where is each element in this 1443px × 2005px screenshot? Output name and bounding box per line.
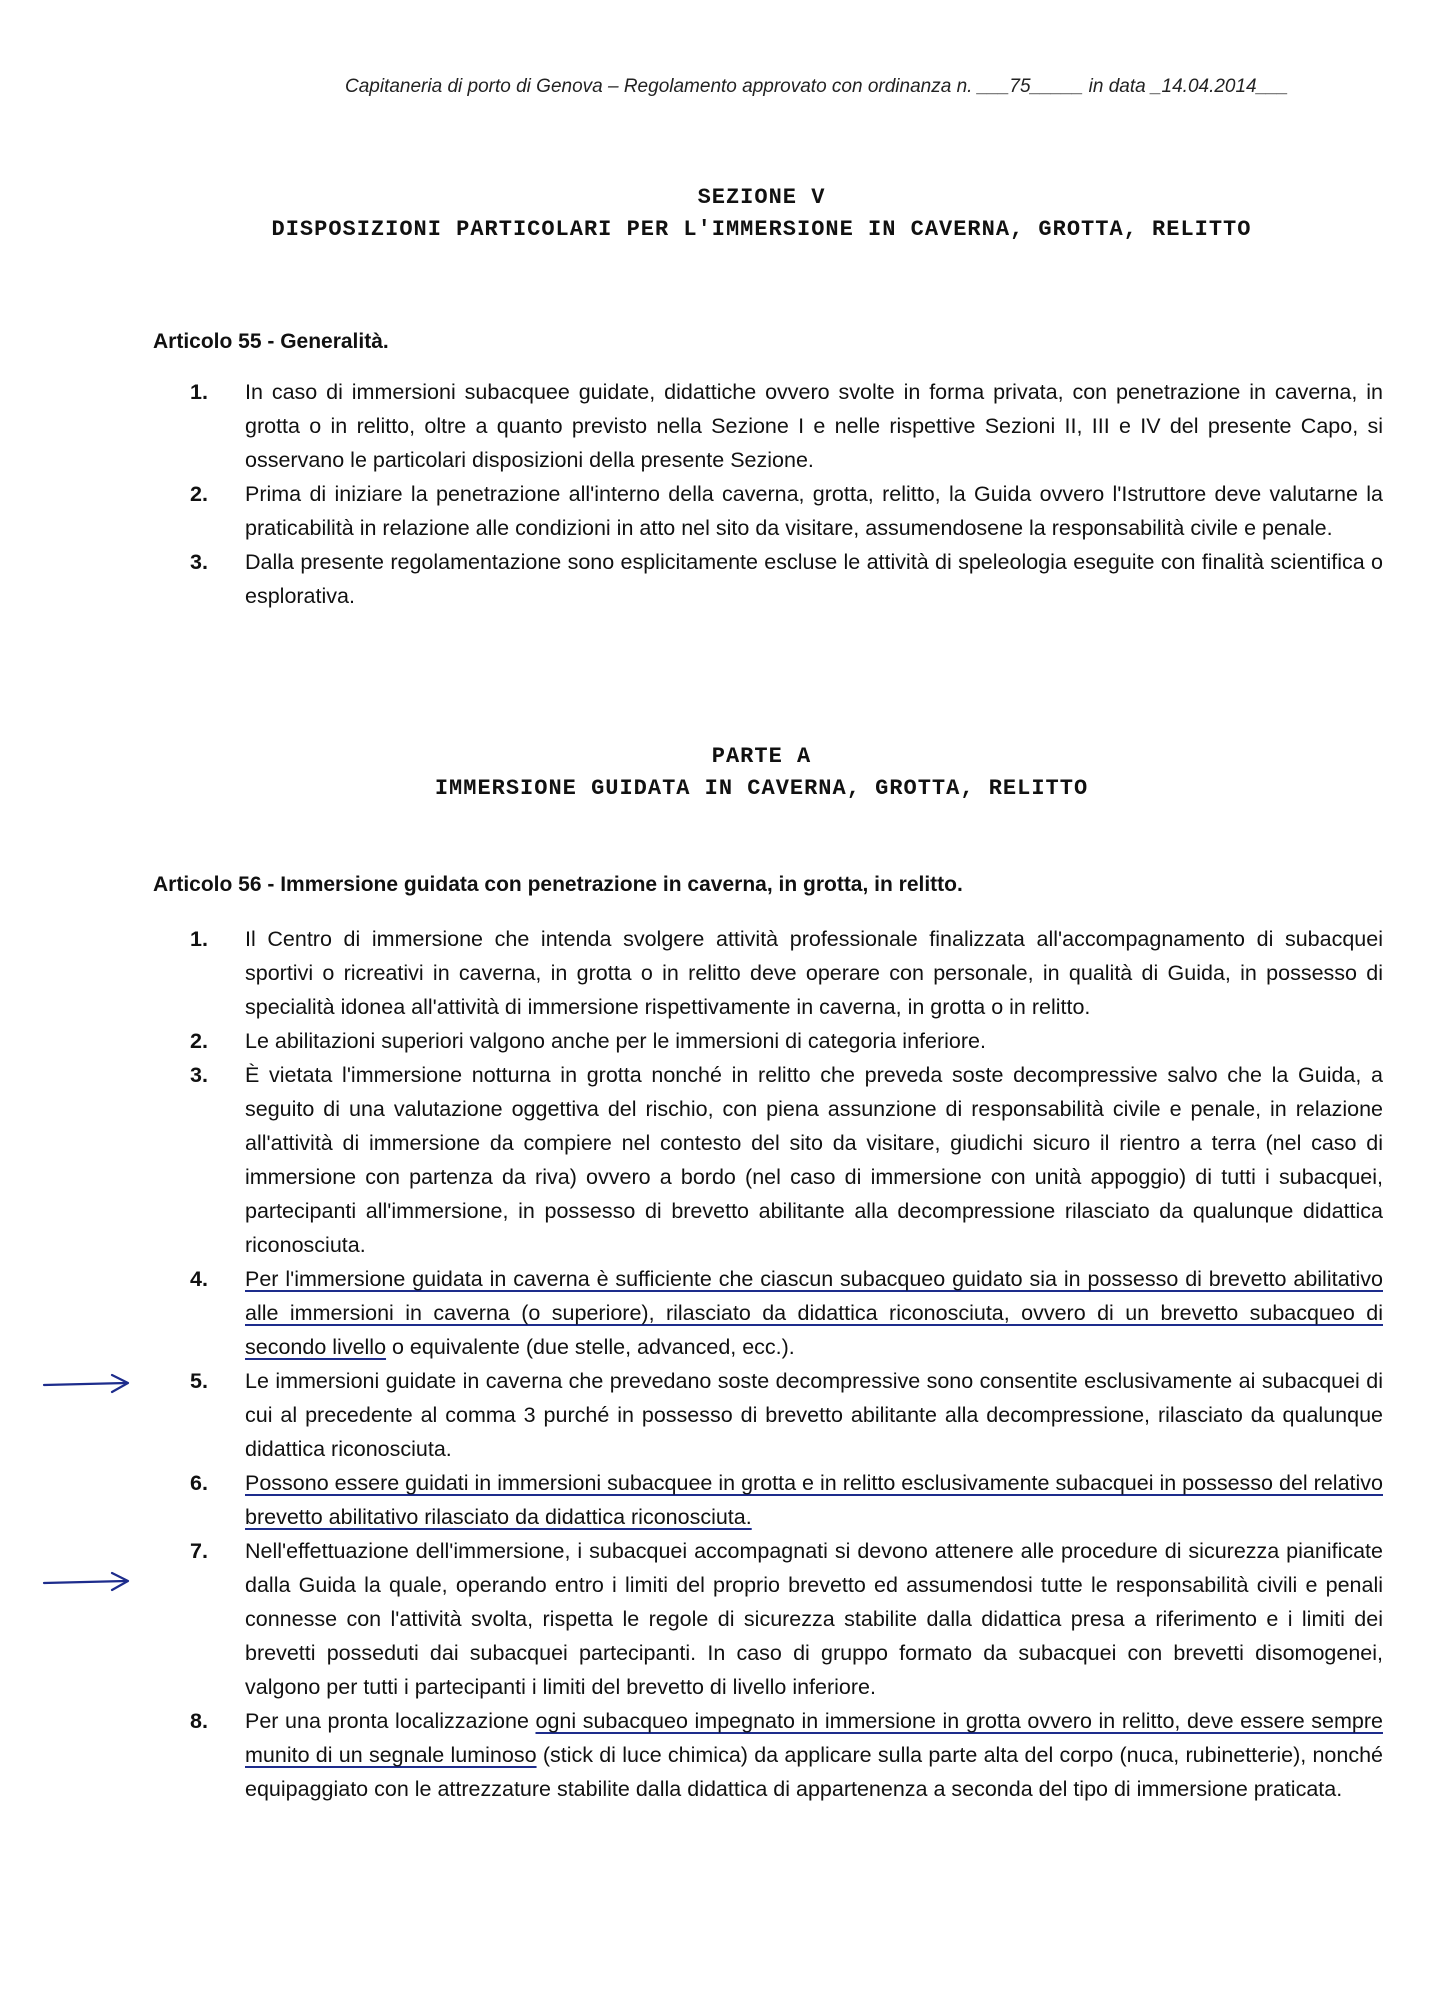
section-subtitle: DISPOSIZIONI PARTICOLARI PER L'IMMERSIONE IN CAVERNA, GROTTA, RELITTO [271, 217, 1252, 242]
clause-text: Il Centro di immersione che intenda svolgere attività professionale finalizzata all'accompagnamento di subacquei sportivi o ricreativi in caverna, in grotta o in relitto deve operare con personale, in qualità di Guida, in possesso di specialità idonea all'attività di immersione rispettivamente in caverna, in grotta o in relitto. [245, 927, 1383, 1019]
clause-text-rest: (stick di luce chimica) da applicare sulla parte alta del corpo (nuca, rubinetterie), nonché equipaggiato con le attrezzature stabilite dalla didattica di appartenenza a seconda del tipo di immersione praticata. [245, 1743, 1383, 1801]
clause-number: 1. [190, 380, 208, 404]
clause-item [153, 1262, 1383, 1364]
clause-text-lead: Per una pronta localizzazione [245, 1709, 536, 1733]
article-56-clauses [153, 922, 1383, 1806]
clause-number: 2. [190, 1029, 208, 1053]
clause-number: 8. [190, 1709, 208, 1733]
clause-text: In caso di immersioni subacquee guidate, didattiche ovvero svolte in forma privata, con penetrazione in caverna, in grotta o in relitto, oltre a quanto previsto nella Sezione I e nelle rispettive Sezioni II, III e IV del presente Capo, si osservano le particolari disposizioni della presente Sezione. [245, 380, 1383, 472]
right-arrow-icon [42, 1570, 134, 1594]
clause-item [153, 1534, 1383, 1704]
highlighted-text: Possono essere guidati in immersioni subacquee in grotta e in relitto esclusivamente subacquei in possesso del relativo brevetto abilitativo rilasciato da didattica riconosciuta. [245, 1471, 1383, 1529]
clause-item [153, 1704, 1383, 1806]
clause-text: È vietata l'immersione notturna in grotta nonché in relitto che preveda soste decompressive salvo che la Guida, a seguito di una valutazione oggettiva del rischio, con piena assunzione di responsabilità civile e penale, in relazione all'attività di immersione da compiere nel contesto del sito da visitare, giudichi sicuro il rientro a terra (nel caso di immersione con partenza da riva) ovvero a bordo (nel caso di immersione con unità appoggio) di tutti i subacquei, partecipanti all'immersione, in possesso di brevetto abilitante alla decompressione rilasciato da qualunque didattica riconosciuta. [245, 1063, 1383, 1257]
section-title: SEZIONE V [697, 185, 826, 210]
clause-item [153, 1058, 1383, 1262]
clause-item [153, 1466, 1383, 1534]
article-55-clauses [153, 375, 1383, 613]
clause-item [153, 477, 1383, 545]
clause-number: 2. [190, 482, 208, 506]
clause-number: 6. [190, 1471, 208, 1495]
part-title: PARTE A [711, 744, 812, 769]
clause-item [153, 1024, 1383, 1058]
clause-text: Prima di iniziare la penetrazione all'interno della caverna, grotta, relitto, la Guida ovvero l'Istruttore deve valutarne la praticabilità in relazione alle condizioni in atto nel sito da visitare, assumendosene la responsabilità civile e penale. [245, 482, 1383, 540]
clause-text-rest: o equivalente (due stelle, advanced, ecc.). [386, 1335, 795, 1359]
clause-item [153, 375, 1383, 477]
clause-number: 3. [190, 1063, 208, 1087]
clause-text [245, 1466, 1383, 1534]
part-subtitle: IMMERSIONE GUIDATA IN CAVERNA, GROTTA, RELITTO [434, 776, 1089, 801]
right-arrow-icon [42, 1372, 134, 1396]
highlighted-text: ogni subacqueo impegnato in immersione in grotta ovvero in relitto, deve essere sempre munito di un segnale luminoso [245, 1709, 1383, 1767]
clause-number: 5. [190, 1369, 208, 1393]
clause-text: Dalla presente regolamentazione sono esplicitamente escluse le attività di speleologia eseguite con finalità scientifica o esplorativa. [245, 550, 1383, 608]
highlighted-text: Per l'immersione guidata in caverna è sufficiente che ciascun subacqueo guidato sia in possesso di brevetto abilitativo alle immersioni in caverna (o superiore), rilasciato da didattica riconosciuta, ovvero di un brevetto subacqueo di secondo livello [245, 1267, 1383, 1359]
running-header: Capitaneria di porto di Genova – Regolamento approvato con ordinanza n. ___75_____ in data _14.04.2014___ [345, 76, 1289, 97]
clause-text [245, 1704, 1383, 1806]
clause-number: 4. [190, 1267, 208, 1291]
article-55-heading: Articolo 55 - Generalità. [153, 330, 389, 353]
clause-number: 7. [190, 1539, 208, 1563]
clause-item [153, 545, 1383, 613]
clause-text [245, 1262, 1383, 1364]
clause-item [153, 1364, 1383, 1466]
clause-number: 1. [190, 927, 208, 951]
clause-item [153, 922, 1383, 1024]
clause-text: Nell'effettuazione dell'immersione, i subacquei accompagnati si devono attenere alle procedure di sicurezza pianificate dalla Guida la quale, operando entro i limiti del proprio brevetto ed assumendosi tutte le responsabilità civili e penali connesse con l'attività svolta, rispetta le regole di sicurezza stabilite dalla didattica presa a riferimento e i limiti dei brevetti posseduti dai subacquei partecipanti. In caso di gruppo formato da subacquei con brevetti disomogenei, valgono per tutti i partecipanti i limiti del brevetto di livello inferiore. [245, 1539, 1383, 1699]
clause-text: Le immersioni guidate in caverna che prevedano soste decompressive sono consentite esclusivamente ai subacquei di cui al precedente al comma 3 purché in possesso di brevetto abilitante alla decompressione, rilasciato da qualunque didattica riconosciuta. [245, 1369, 1383, 1461]
article-56-heading: Articolo 56 - Immersione guidata con penetrazione in caverna, in grotta, in relitto. [153, 873, 963, 896]
clause-text: Le abilitazioni superiori valgono anche per le immersioni di categoria inferiore. [245, 1029, 986, 1053]
clause-number: 3. [190, 550, 208, 574]
